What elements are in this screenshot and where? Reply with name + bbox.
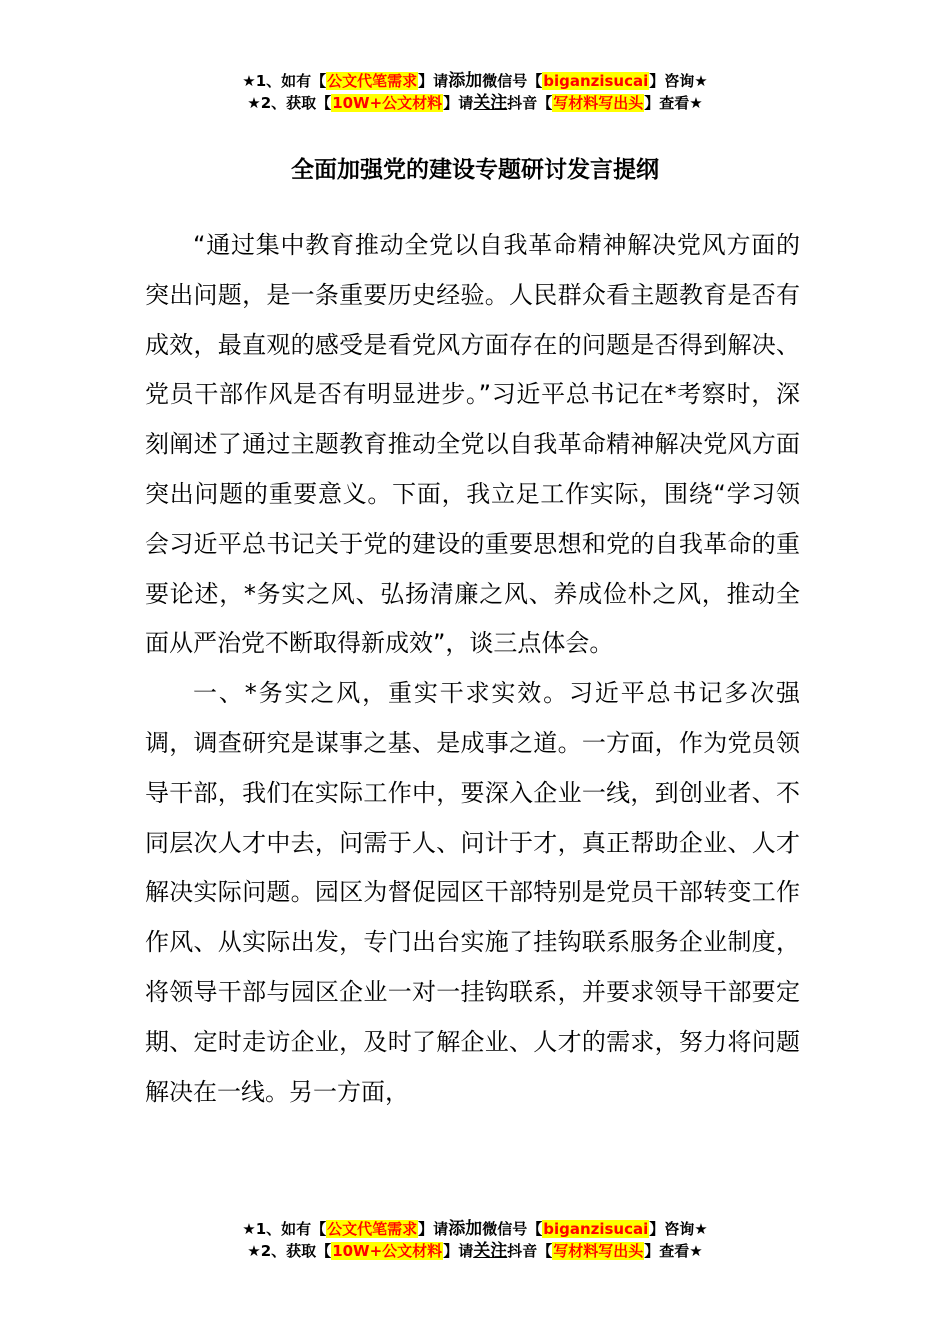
- banner-line-2: [0, 92, 950, 114]
- banner-text: 】请: [443, 1242, 474, 1260]
- banner-emphasis: 添加: [448, 71, 483, 91]
- banner-text: 】请: [418, 1220, 449, 1238]
- banner-text: 抖音【: [507, 1242, 553, 1260]
- document-body: [145, 221, 800, 1117]
- highlight-wechat-id: biganzisucai: [543, 72, 649, 90]
- highlight-wechat-id: biganzisucai: [543, 1220, 649, 1238]
- banner-text: ★1、如有【: [242, 1220, 327, 1238]
- banner-text: ★1、如有【: [242, 72, 327, 90]
- banner-text: 】请: [418, 72, 449, 90]
- highlight-douyin: 写材料写出头: [553, 1242, 644, 1260]
- highlight-service: 公文代笔需求: [327, 1220, 418, 1238]
- banner-emphasis: 添加: [448, 1219, 483, 1239]
- highlight-service: 公文代笔需求: [327, 72, 418, 90]
- banner-line-1: [0, 70, 950, 92]
- banner-text: 】请: [443, 94, 474, 112]
- footer-banner: [0, 1218, 950, 1262]
- highlight-materials: 10W+公文材料: [332, 1242, 443, 1260]
- header-banner: [0, 70, 950, 114]
- paragraph-intro: “通过集中教育推动全党以自我革命精神解决党风方面的突出问题，是一条重要历史经验。人民群众看主题教育是否有成效，最直观的感受是看党风方面存在的问题是否得到解决、党员干部作风是否有明显进步。”习近平总书记在*考察时，深刻阐述了通过主题教育推动全党以自我革命精神解决党风方面突出问题的重要意义。下面，我立足工作实际，围绕“学习领会习近平总书记关于党的建设的重要思想和党的自我革命的重要论述，*务实之风、弘扬清廉之风、养成俭朴之风，推动全面从严治党不断取得新成效”，谈三点体会。: [145, 231, 800, 658]
- banner-emphasis: 关注: [473, 93, 508, 113]
- banner-text: ★2、获取【: [247, 94, 332, 112]
- banner-text: 微信号【: [482, 72, 543, 90]
- document-title: 全面加强党的建设专题研讨发言提纲: [291, 157, 659, 183]
- banner-text: 】查看★: [644, 94, 703, 112]
- banner-text: ★2、获取【: [247, 1242, 332, 1260]
- banner-text: 】咨询★: [649, 1220, 708, 1238]
- banner-text: 抖音【: [507, 94, 553, 112]
- banner-text: 微信号【: [482, 1220, 543, 1238]
- banner-line-1: [0, 1218, 950, 1240]
- banner-text: 】咨询★: [649, 72, 708, 90]
- paragraph-section-1: 一、*务实之风，重实干求实效。习近平总书记多次强调，调查研究是谋事之基、是成事之道。一方面，作为党员领导干部，我们在实际工作中，要深入企业一线，到创业者、不同层次人才中去，问需于人、问计于才，真正帮助企业、人才解决实际问题。园区为督促园区干部特别是党员干部转变工作作风、从实际出发，专门出台实施了挂钩联系服务企业制度，将领导干部与园区企业一对一挂钩联系，并要求领导干部要定期、定时走访企业，及时了解企业、人才的需求，努力将问题解决在一线。另一方面，: [145, 679, 800, 1106]
- highlight-materials: 10W+公文材料: [332, 94, 443, 112]
- banner-emphasis: 关注: [473, 1241, 508, 1261]
- banner-text: 】查看★: [644, 1242, 703, 1260]
- highlight-douyin: 写材料写出头: [553, 94, 644, 112]
- banner-line-2: [0, 1240, 950, 1262]
